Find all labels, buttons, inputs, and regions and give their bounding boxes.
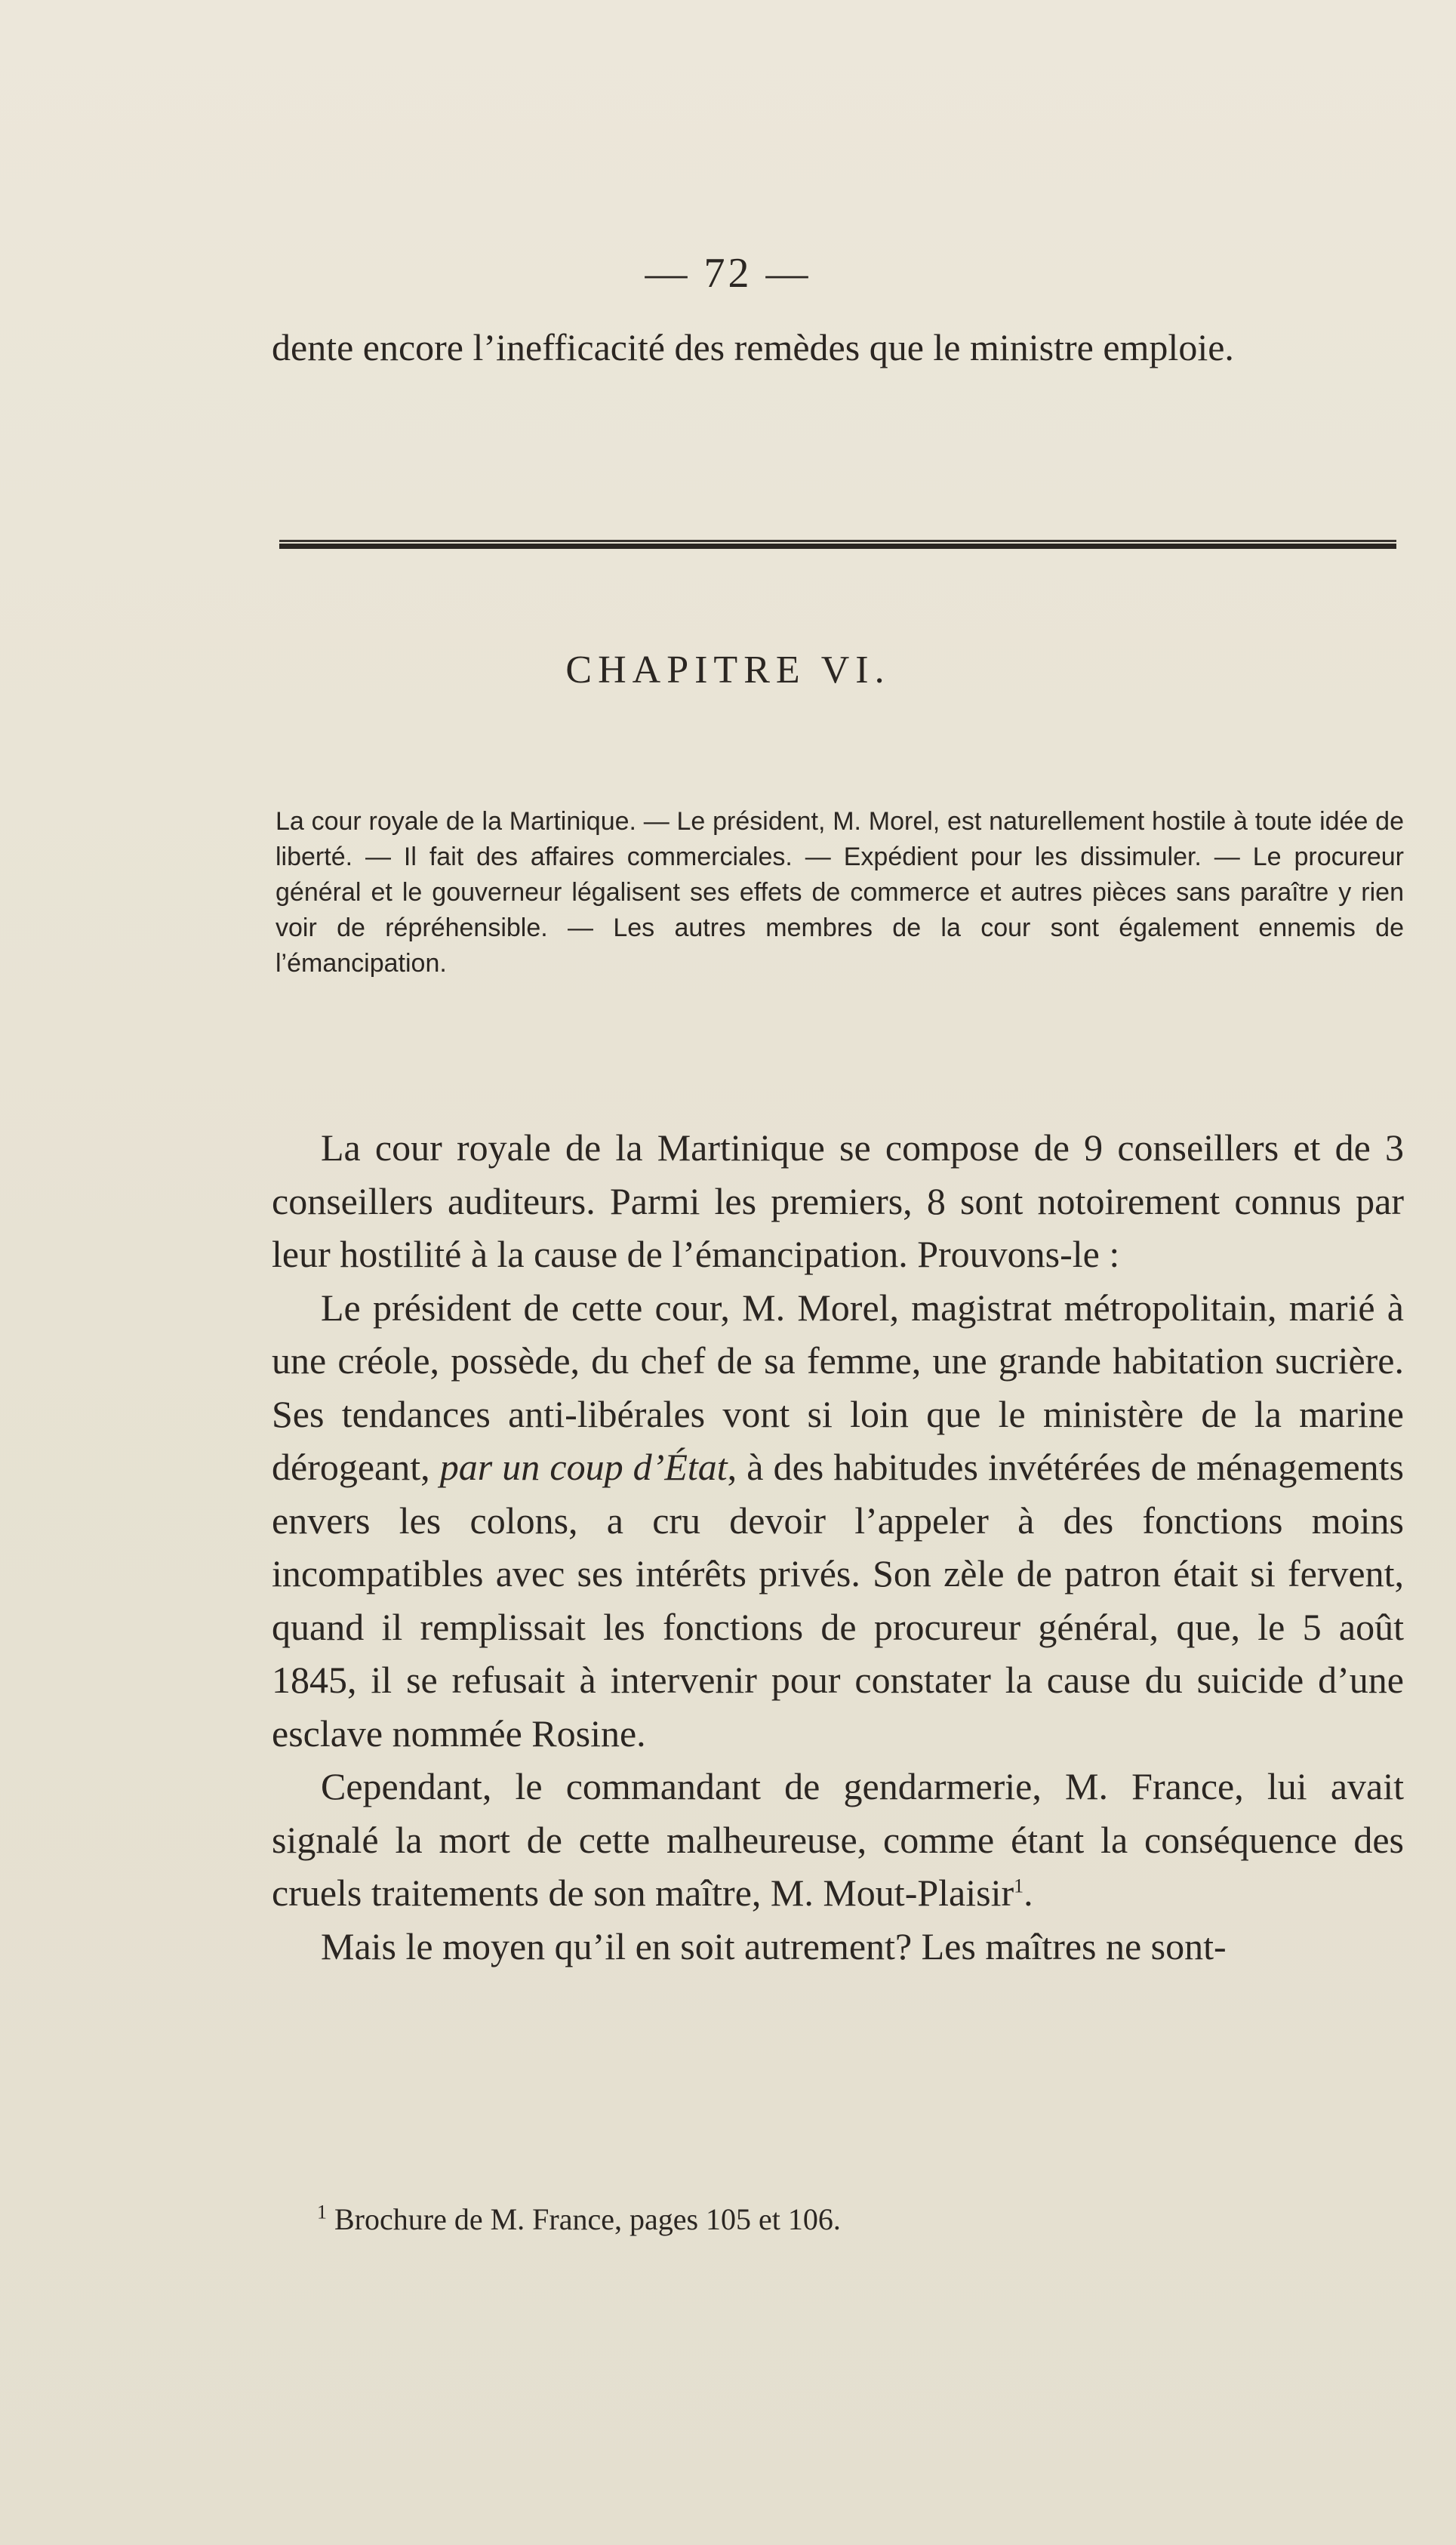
- footnote-text: Brochure de M. France, pages 105 et 106.: [334, 2202, 841, 2236]
- chapter-summary: La cour royale de la Martinique. — Le président, M. Morel, est naturellement hostile à toute idée de liberté. — Il fait des affaires commerciales. — Expédient pour les dissimuler. — Le procureur général et le gouverneur légalisent ses effets de commerce et autres pièces sans paraître y rien voir de répréhensible. — Les autres membres de la cour sont également ennemis de l’émancipation.: [276, 807, 1404, 978]
- body-paragraph-2-start: Le président de cette cour, M. Morel, magistrat métropolitain, marié à une créole, possède, du chef de sa femme, une grande habitation sucrière. Ses tendances anti-libérales vont si loin que le ministère de la marine dérogeant,: [272, 1286, 1404, 1488]
- footnote-mark: 1: [317, 2201, 327, 2223]
- body-paragraph-3-end: .: [1024, 1872, 1033, 1914]
- body-paragraph-1: La cour royale de la Martinique se compose de 9 conseillers et de 3 conseillers auditeurs. Parmi les premiers, 8 sont notoirement connus par leur hostilité à la cause de l’émancipation. Prouvons-le :: [272, 1126, 1404, 1275]
- body-paragraph-4: Mais le moyen qu’il en soit autrement? Les maîtres ne sont-: [321, 1924, 1227, 1967]
- body-text: [272, 1121, 1404, 1973]
- body-paragraph-3-text: Cependant, le commandant de gendarmerie, M. France, lui avait signalé la mort de cette malheureuse, comme étant la conséquence des cruels traitements de son maître, M. Mout-Plaisir: [272, 1765, 1404, 1914]
- body-paragraph-2-end: , à des habitudes invétérées de ménagements envers les colons, a cru devoir l’appeler à des fonctions moins incompatibles avec ses intérêts privés. Son zèle de patron était si fervent, quand il remplissait les fonctions de procureur général, que, le 5 août 1845, il se refusait à intervenir pour constater la cause du suicide d’une esclave nommée Rosine.: [272, 1446, 1404, 1755]
- page-number: — 72 —: [645, 250, 811, 297]
- chapter-divider-rule: [279, 540, 1396, 549]
- body-paragraph-2: [272, 1281, 1404, 1761]
- body-paragraph-3: [272, 1760, 1404, 1920]
- footnote-reference: 1: [1014, 1875, 1024, 1897]
- body-paragraph-2-italic: par un coup d’État: [439, 1446, 728, 1488]
- footnote: [317, 2201, 841, 2238]
- carryover-paragraph: dente encore l’inefficacité des remèdes que le ministre emploie.: [272, 326, 1234, 368]
- chapter-title: CHAPITRE VI.: [565, 649, 891, 692]
